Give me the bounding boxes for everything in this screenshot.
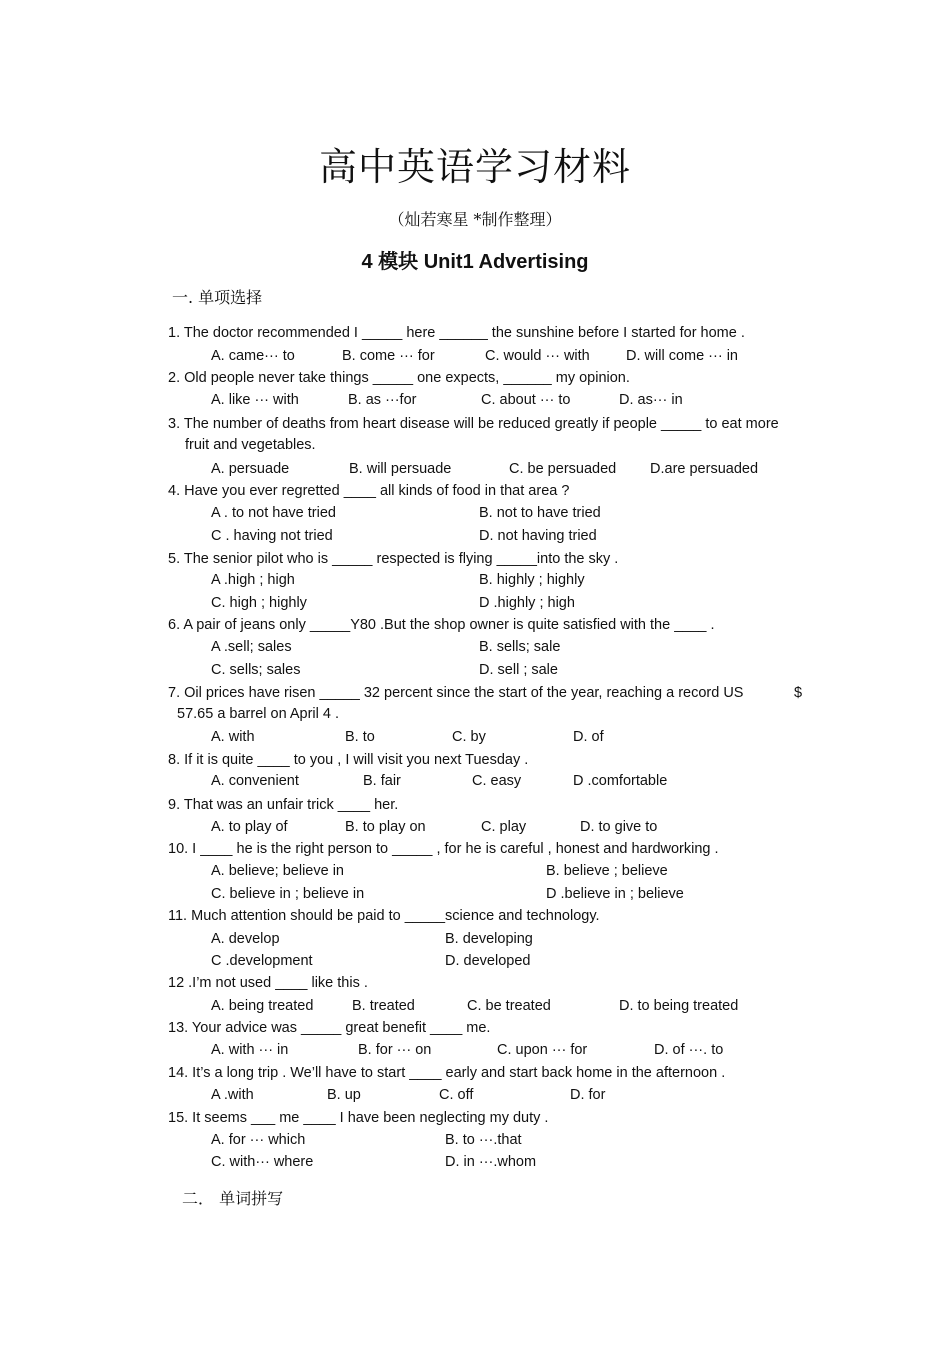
question-4-option-b: B. not to have tried xyxy=(479,505,601,521)
question-8-option-d: D .comfortable xyxy=(573,773,668,789)
question-13-stem: 13. Your advice was _____ great benefit ____ me. xyxy=(168,1020,491,1036)
question-6-option-a: A .sell; sales xyxy=(211,639,292,655)
question-14-option-b: B. up xyxy=(327,1087,361,1103)
question-4-option-a: A . to not have tried xyxy=(211,505,336,521)
question-8-option-c: C. easy xyxy=(472,773,522,789)
question-12-option-a: A. being treated xyxy=(211,998,314,1014)
question-10-option-c: C. believe in ; believe in xyxy=(211,886,365,902)
question-3-option-d: D.are persuaded xyxy=(650,461,759,477)
question-15-stem: 15. It seems ___ me ____ I have been neglecting my duty . xyxy=(168,1110,549,1126)
question-13-option-a: A. with ··· in xyxy=(211,1042,289,1058)
question-12-option-c: C. be treated xyxy=(467,998,551,1014)
question-3-stem-continued: fruit and vegetables. xyxy=(185,437,316,453)
question-15-option-d: D. in ···.whom xyxy=(445,1154,537,1170)
question-3-option-c: C. be persuaded xyxy=(509,461,617,477)
question-15-option-c: C. with··· where xyxy=(211,1154,314,1170)
question-4-stem: 4. Have you ever regretted ____ all kinds of food in that area ? xyxy=(168,483,570,499)
question-5-stem: 5. The senior pilot who is _____ respected is flying _____into the sky . xyxy=(168,551,619,567)
section-heading-multiple-choice: 一. 单项选择 xyxy=(172,288,263,307)
question-13-option-d: D. of ···. to xyxy=(654,1042,724,1058)
question-11-option-b: B. developing xyxy=(445,931,533,947)
question-13-option-b: B. for ··· on xyxy=(358,1042,432,1058)
question-3-option-b: B. will persuade xyxy=(349,461,452,477)
question-9-option-c: C. play xyxy=(481,819,527,835)
unit-heading: 4 模块 Unit1 Advertising xyxy=(361,251,589,273)
question-4-option-c: C . having not tried xyxy=(211,528,333,544)
question-10-option-d: D .believe in ; believe xyxy=(546,886,684,902)
question-2-option-b: B. as ···for xyxy=(348,392,417,408)
question-10-option-b: B. believe ; believe xyxy=(546,863,668,879)
question-8-stem: 8. If it is quite ____ to you , I will visit you next Tuesday . xyxy=(168,752,529,768)
question-9-stem: 9. That was an unfair trick ____ her. xyxy=(168,797,399,813)
question-2-option-d: D. as··· in xyxy=(619,392,683,408)
question-6-option-c: C. sells; sales xyxy=(211,662,301,678)
question-6-option-b: B. sells; sale xyxy=(479,639,561,655)
question-7-option-c: C. by xyxy=(452,729,486,745)
question-9-option-a: A. to play of xyxy=(211,819,288,835)
question-12-option-b: B. treated xyxy=(352,998,415,1014)
question-11-option-d: D. developed xyxy=(445,953,531,969)
question-2-option-c: C. about ··· to xyxy=(481,392,571,408)
question-5-option-c: C. high ; highly xyxy=(211,595,307,611)
question-13-option-c: C. upon ··· for xyxy=(497,1042,588,1058)
question-1-option-d: D. will come ··· in xyxy=(626,348,738,364)
question-5-option-b: B. highly ; highly xyxy=(479,572,585,588)
question-4-option-d: D. not having tried xyxy=(479,528,597,544)
question-12-stem: 12 .I’m not used ____ like this . xyxy=(168,975,368,991)
question-8-option-a: A. convenient xyxy=(211,773,299,789)
question-7-option-b: B. to xyxy=(345,729,375,745)
question-5-option-d: D .highly ; high xyxy=(479,595,575,611)
question-9-option-d: D. to give to xyxy=(580,819,658,835)
question-14-stem: 14. It’s a long trip . We’ll have to start ____ early and start back home in the afternoon . xyxy=(168,1065,726,1081)
question-10-option-a: A. believe; believe in xyxy=(211,863,344,879)
question-11-stem: 11. Much attention should be paid to _____science and technology. xyxy=(168,908,600,924)
question-15-option-b: B. to ···.that xyxy=(445,1132,522,1148)
question-6-option-d: D. sell ; sale xyxy=(479,662,558,678)
question-14-option-d: D. for xyxy=(570,1087,606,1103)
question-6-stem: 6. A pair of jeans only _____Y80 .But the shop owner is quite satisfied with the ____ . xyxy=(168,617,715,633)
question-11-option-a: A. develop xyxy=(211,931,280,947)
section-heading-spelling: 二． 单词拼写 xyxy=(182,1189,284,1208)
question-1-option-a: A. came··· to xyxy=(211,348,295,364)
document-subtitle: （灿若寒星 *制作整理） xyxy=(388,210,562,229)
question-8-option-b: B. fair xyxy=(363,773,401,789)
dollar-sign: $ xyxy=(794,685,803,701)
question-7-stem: 7. Oil prices have risen _____ 32 percent since the start of the year, reaching a record US xyxy=(168,685,744,701)
question-7-option-d: D. of xyxy=(573,729,604,745)
question-5-option-a: A .high ; high xyxy=(211,572,295,588)
document-title: 高中英语学习材料 xyxy=(318,145,631,189)
question-14-option-c: C. off xyxy=(439,1087,474,1103)
question-14-option-a: A .with xyxy=(211,1087,254,1103)
question-15-option-a: A. for ··· which xyxy=(211,1132,306,1148)
question-12-option-d: D. to being treated xyxy=(619,998,739,1014)
question-2-option-a: A. like ··· with xyxy=(211,392,299,408)
question-1-option-c: C. would ··· with xyxy=(485,348,590,364)
question-3-stem: 3. The number of deaths from heart disease will be reduced greatly if people _____ to eat more xyxy=(168,416,779,432)
question-11-option-c: C .development xyxy=(211,953,313,969)
question-7-stem-continued: 57.65 a barrel on April 4 . xyxy=(177,706,340,722)
question-2-stem: 2. Old people never take things _____ one expects, ______ my opinion. xyxy=(168,370,630,386)
question-1-option-b: B. come ··· for xyxy=(342,348,435,364)
question-7-option-a: A. with xyxy=(211,729,255,745)
question-1-stem: 1. The doctor recommended I _____ here ______ the sunshine before I started for home . xyxy=(168,325,745,341)
question-10-stem: 10. I ____ he is the right person to _____ , for he is careful , honest and hardworking . xyxy=(168,841,719,857)
question-9-option-b: B. to play on xyxy=(345,819,426,835)
question-3-option-a: A. persuade xyxy=(211,461,290,477)
